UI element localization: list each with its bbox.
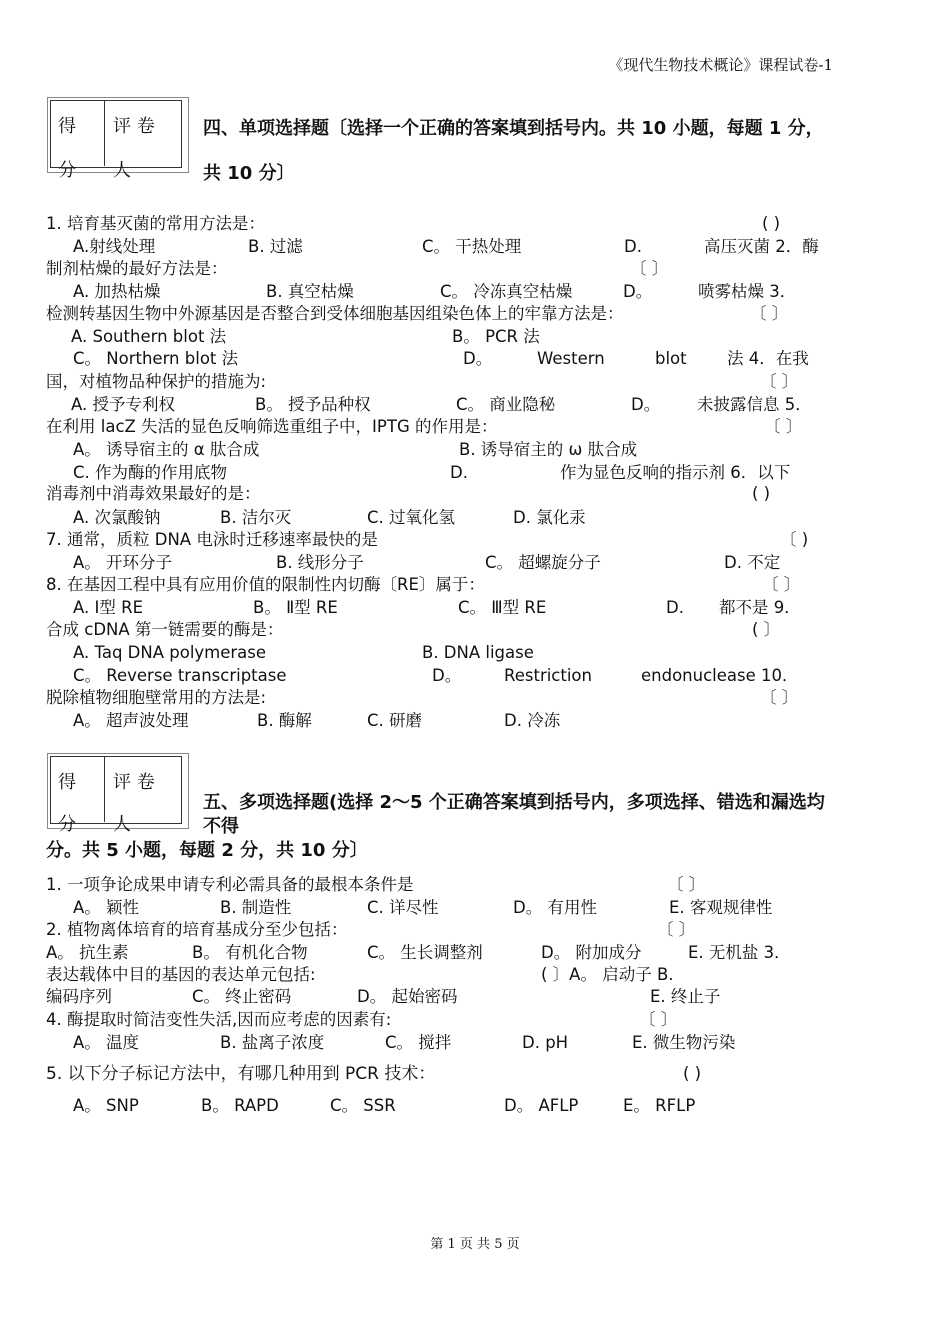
page-header: 《现代生物技术概论》课程试卷-1 xyxy=(608,56,833,74)
score-label: 得 xyxy=(58,116,76,137)
option: C。 搅拌 xyxy=(385,1033,452,1052)
option: B. 诱导宿主的 ω 肽合成 xyxy=(459,440,638,459)
option: C. 研磨 xyxy=(367,711,423,730)
option: 都不是 9． xyxy=(719,598,801,617)
question-text: 在利用 lacZ 失活的显色反响筛选重组子中，IPTG 的作用是： xyxy=(46,417,498,436)
option: B. 制造性 xyxy=(220,898,292,917)
question-text: 国，对植物品种保护的措施为: xyxy=(46,372,267,391)
answer-bracket: 〔 〕 xyxy=(630,259,669,278)
answer-bracket: ( ) xyxy=(683,1064,702,1083)
option: D. 冷冻 xyxy=(504,711,561,730)
option: D。 AFLP xyxy=(504,1096,579,1115)
option: B。 RAPD xyxy=(201,1096,279,1115)
option: C。 Reverse transcriptase xyxy=(73,666,287,685)
answer-bracket: ( 〕 xyxy=(752,620,781,639)
answer-bracket: 〔 〕 xyxy=(639,1010,678,1029)
answer-bracket: 〔 〕 xyxy=(750,304,789,323)
option: D. 不定 xyxy=(724,553,781,572)
option: 法 4．在我 xyxy=(727,349,809,368)
question-text: 消毒剂中消毒效果最好的是： xyxy=(46,484,261,503)
score-label: 得 xyxy=(58,772,76,793)
question-text: 4. 酶提取时简洁变性失活,因而应考虑的因素有: xyxy=(46,1010,392,1029)
option: blot xyxy=(655,349,687,368)
option: 作为显色反响的指示剂 6．以下 xyxy=(560,463,791,482)
answer-bracket: ( 〕A。 启动子 B. xyxy=(541,965,674,984)
question-text: 8. 在基因工程中具有应用价值的限制性内切酶〔RE〕属于： xyxy=(46,575,485,594)
question-text: 表达载体中目的基因的表达单元包括: xyxy=(46,965,316,984)
option: D。 起始密码 xyxy=(357,987,458,1006)
question-text: 7. 通常，质粒 DNA 电泳时迁移速率最快的是 xyxy=(46,530,378,549)
answer-bracket: 〔 〕 xyxy=(764,417,803,436)
option: D。 xyxy=(623,282,653,301)
option: C。 商业隐秘 xyxy=(456,395,556,414)
option: 编码序列 xyxy=(46,987,112,1006)
option: D. xyxy=(450,463,468,482)
score-label: 分 xyxy=(58,814,76,835)
option: A。 温度 xyxy=(73,1033,140,1052)
option: B. 过滤 xyxy=(248,237,303,256)
option: 喷雾枯燥 3． xyxy=(698,282,797,301)
option: A。 超声波处理 xyxy=(73,711,189,730)
section4-title: 四、单项选择题〔选择一个正确的答案填到括号内。共 10 小题，每题 1 分， xyxy=(203,118,824,139)
grader-label: 人 xyxy=(113,160,131,181)
option: C. 过氧化氢 xyxy=(367,508,456,527)
option: A。 开环分子 xyxy=(73,553,173,572)
option: B。 PCR 法 xyxy=(452,327,540,346)
section4-title: 共 10 分〕 xyxy=(203,163,295,184)
option: C。 干热处理 xyxy=(422,237,522,256)
grader-label: 评 卷 xyxy=(113,116,155,137)
option: A. 加热枯燥 xyxy=(73,282,161,301)
section5-title: 不得 xyxy=(203,816,239,837)
option: C。 Ⅲ型 RE xyxy=(458,598,547,617)
question-text: 5. 以下分子标记方法中，有哪几种用到 PCR 技术： xyxy=(46,1064,436,1084)
option: C。 冷冻真空枯燥 xyxy=(440,282,573,301)
option: A。 SNP xyxy=(73,1096,139,1115)
option: B. 洁尔灭 xyxy=(220,508,292,527)
question-text: 制剂枯燥的最好方法是： xyxy=(46,259,228,278)
answer-bracket: ( ) xyxy=(762,214,781,233)
question-text: 1. 培育基灭菌的常用方法是： xyxy=(46,214,265,233)
option: 未披露信息 5． xyxy=(697,395,812,414)
option: D. 氯化汞 xyxy=(513,508,586,527)
option: B. DNA ligase xyxy=(422,643,534,662)
option: endonuclease 10． xyxy=(641,666,799,685)
option: C。 Northern blot 法 xyxy=(73,349,239,368)
option: A. 次氯酸钠 xyxy=(73,508,161,527)
option: D. xyxy=(624,237,642,256)
option: E. 终止子 xyxy=(650,987,721,1006)
option: A.射线处理 xyxy=(73,237,156,256)
option: A. 授予专利权 xyxy=(71,395,175,414)
option: Western xyxy=(537,349,605,368)
option: D. pH xyxy=(522,1033,569,1052)
option: A。 颖性 xyxy=(73,898,140,917)
option: D. xyxy=(666,598,684,617)
option: D。 xyxy=(631,395,661,414)
question-text: 1. 一项争论成果申请专利必需具备的最根本条件是 xyxy=(46,875,414,894)
option: C。 超螺旋分子 xyxy=(485,553,601,572)
answer-bracket: 〔 ) xyxy=(780,530,809,549)
option: B。 Ⅱ型 RE xyxy=(253,598,338,617)
option: A. Southern blot 法 xyxy=(71,327,227,346)
question-text: 合成 cDNA 第一链需要的酶是： xyxy=(46,620,284,639)
answer-bracket: 〔 〕 xyxy=(657,920,696,939)
option: C。 生长调整剂 xyxy=(367,943,483,962)
section5-title: 五、多项选择题(选择 2～5 个正确答案填到括号内，多项选择、错选和漏选均 xyxy=(203,792,825,813)
question-text: 脱除植物细胞壁常用的方法是: xyxy=(46,688,267,707)
option: C. 作为酶的作用底物 xyxy=(73,463,228,482)
option: B. 线形分子 xyxy=(276,553,364,572)
answer-bracket: ( ) xyxy=(752,484,771,503)
option: D。 附加成分 xyxy=(541,943,642,962)
option: E. 微生物污染 xyxy=(632,1033,736,1052)
option: A. Ⅰ型 RE xyxy=(73,598,143,617)
answer-bracket: 〔 〕 xyxy=(760,688,799,707)
option: B。 有机化合物 xyxy=(192,943,308,962)
option: D。 xyxy=(432,666,462,685)
option: A. Taq DNA polymerase xyxy=(73,643,267,662)
option: E. 客观规律性 xyxy=(669,898,773,917)
option: B. 盐离子浓度 xyxy=(220,1033,325,1052)
answer-bracket: 〔 〕 xyxy=(762,575,801,594)
option: E. 无机盐 3． xyxy=(688,943,791,962)
grader-label: 人 xyxy=(113,814,131,835)
option: C。 终止密码 xyxy=(192,987,292,1006)
option: B。 授予品种权 xyxy=(255,395,371,414)
option: B. 真空枯燥 xyxy=(266,282,354,301)
question-text: 检测转基因生物中外源基因是否整合到受体细胞基因组染色体上的牢靠方法是： xyxy=(46,304,624,323)
option: Restriction xyxy=(504,666,592,685)
option: E。 RFLP xyxy=(623,1096,696,1115)
option: 高压灭菌 2．酶 xyxy=(704,237,819,256)
page-footer: 第 1 页 共 5 页 xyxy=(430,1237,520,1252)
option: C。 SSR xyxy=(330,1096,396,1115)
option: B. 酶解 xyxy=(257,711,312,730)
option: A。 诱导宿主的 α 肽合成 xyxy=(73,440,260,459)
answer-bracket: 〔 〕 xyxy=(667,875,706,894)
option: D。 xyxy=(463,349,493,368)
section5-title: 分。共 5 小题，每题 2 分，共 10 分〕 xyxy=(46,840,368,861)
grader-label: 评 卷 xyxy=(113,772,155,793)
option: D。 有用性 xyxy=(513,898,597,917)
answer-bracket: 〔 〕 xyxy=(760,372,799,391)
score-label: 分 xyxy=(58,160,76,181)
question-text: 2. 植物离体培育的培育基成分至少包括： xyxy=(46,920,348,939)
option: C. 详尽性 xyxy=(367,898,439,917)
option: A。 抗生素 xyxy=(46,943,129,962)
